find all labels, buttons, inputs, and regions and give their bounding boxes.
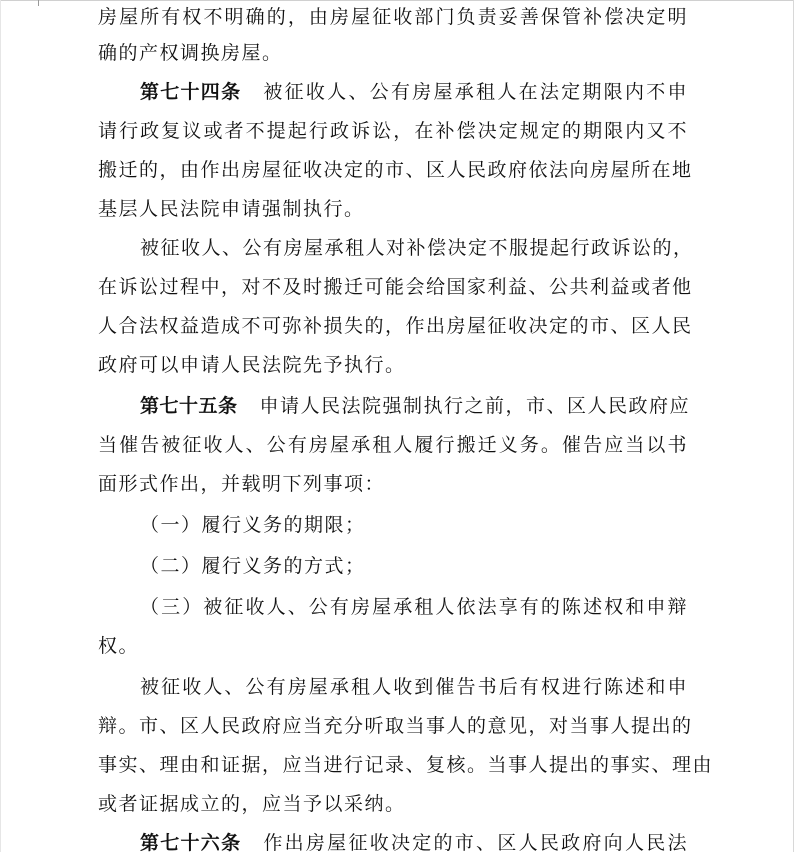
text-line: 确的产权调换房屋。 [98, 42, 283, 64]
text-line: 被征收人、公有房屋承租人对补偿决定不服提起行政诉讼的， [140, 237, 694, 259]
text-line: 或者证据成立的，应当予以采纳。 [98, 793, 406, 815]
text-line: 事实、理由和证据，应当进行记录、复核。当事人提出的事实、理由 [98, 754, 714, 776]
text-line: 被征收人、公有房屋承租人收到催告书后有权进行陈述和申 [140, 676, 688, 698]
page-left-border [0, 0, 1, 852]
margin-corner-mark [38, 0, 39, 6]
article-74-first-line [98, 77, 688, 107]
text-line: 在诉讼过程中，对不及时搬迁可能会给国家利益、公共利益或者他 [98, 276, 693, 298]
article-75-heading: 第七十五条 [140, 395, 238, 417]
text-line: 房屋所有权不明确的，由房屋征收部门负责妥善保管补偿决定明 [98, 6, 688, 28]
article-76-heading: 第七十六条 [140, 832, 242, 854]
text-line: 搬迁的，由作出房屋征收决定的市、区人民政府依法向房屋所在地 [98, 159, 693, 181]
text-line: 政府可以申请人民法院先予执行。 [98, 354, 406, 376]
article-75-first-line [98, 391, 691, 421]
text-line: 辩。市、区人民政府应当充分听取当事人的意见，对当事人提出的 [98, 715, 693, 737]
text-line: 请行政复议或者不提起行政诉讼，在补偿决定规定的期限内又不 [98, 120, 688, 142]
page-top-border [0, 0, 794, 1]
list-item: （二）履行义务的方式； [140, 555, 366, 577]
text-span: 作出房屋征收决定的市、区人民政府向人民法 [263, 832, 688, 854]
text-line: 面形式作出，并载明下列事项： [98, 473, 386, 495]
article-76-first-line [98, 828, 688, 858]
list-item: （三）被征收人、公有房屋承租人依法享有的陈述权和申辩 [140, 596, 688, 618]
text-span: 申请人民法院强制执行之前，市、区人民政府应 [259, 395, 691, 417]
text-line: 基层人民法院申请强制执行。 [98, 198, 365, 220]
text-span: 被征收人、公有房屋承租人在法定期限内不申 [263, 81, 688, 103]
list-item: （一）履行义务的期限； [140, 514, 366, 536]
text-line: 人合法权益造成不可弥补损失的，作出房屋征收决定的市、区人民 [98, 315, 693, 337]
text-line: 当催告被征收人、公有房屋承租人履行搬迁义务。催告应当以书 [98, 434, 688, 456]
text-line: 权。 [98, 635, 140, 657]
article-74-heading: 第七十四条 [140, 81, 242, 103]
